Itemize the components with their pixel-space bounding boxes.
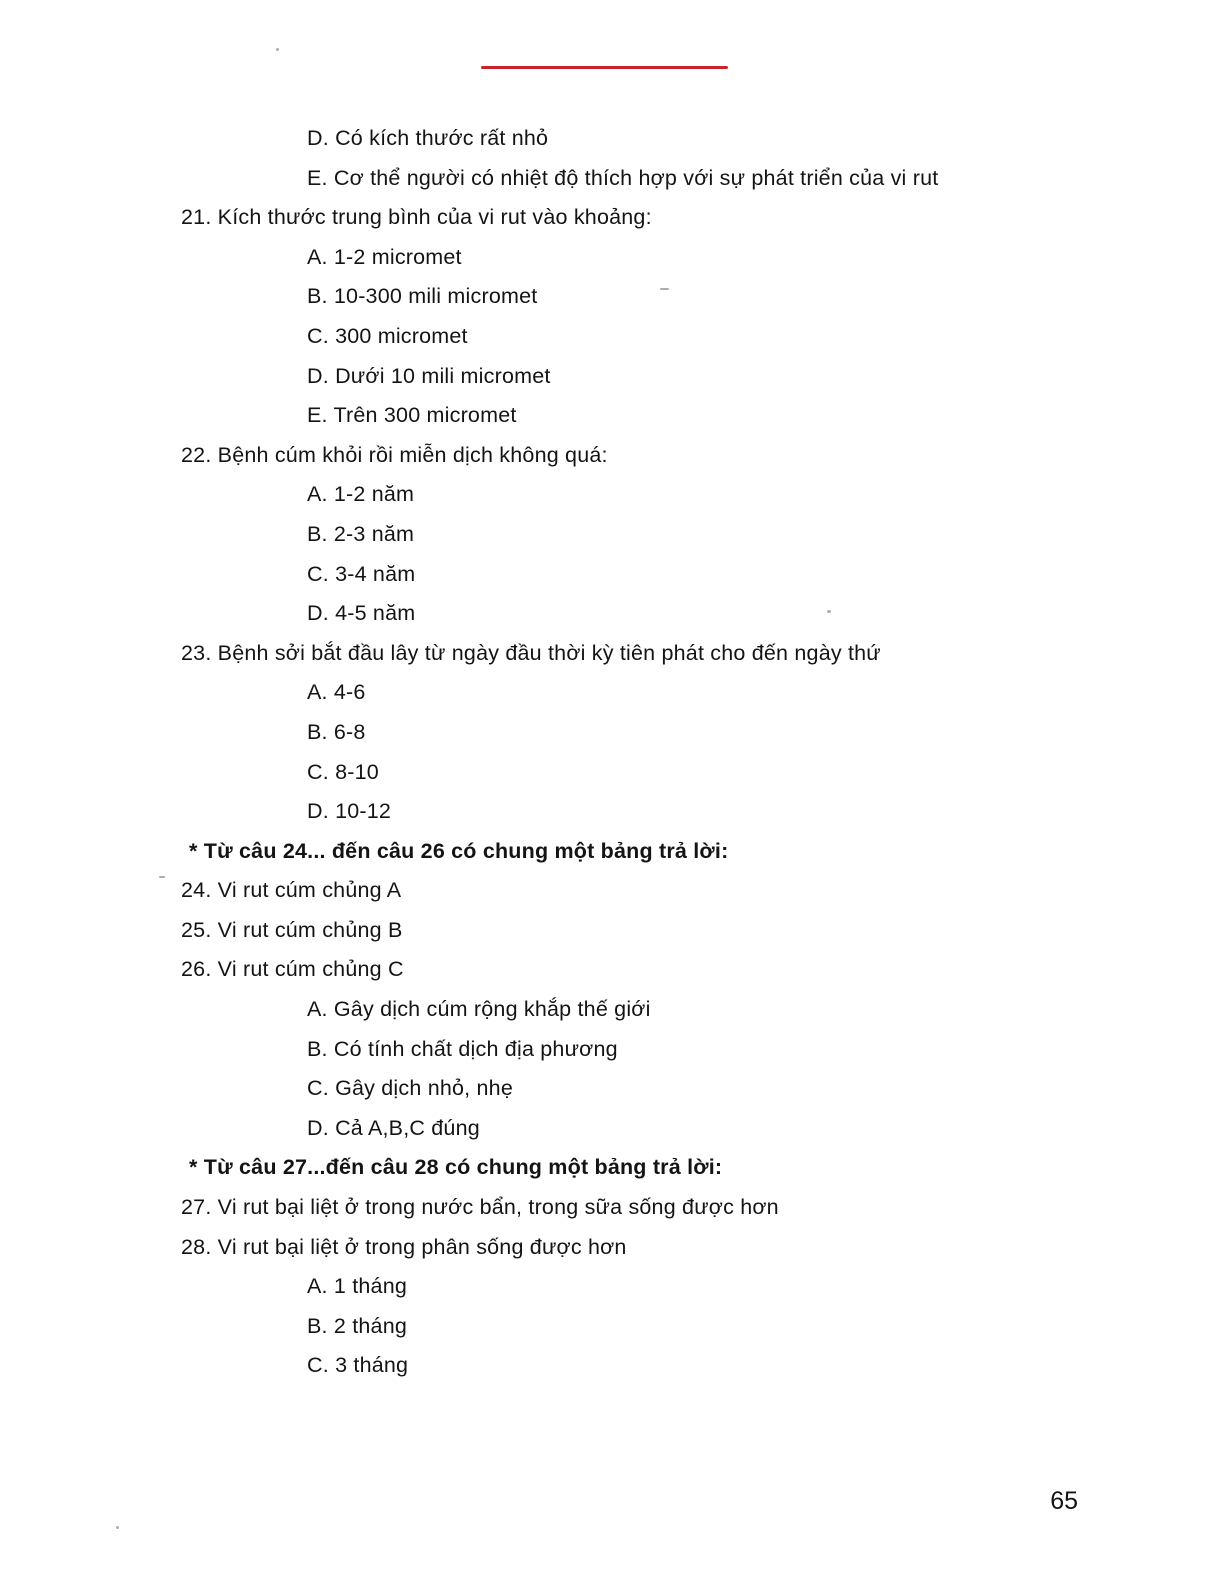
answer-option-line: D. Cả A,B,C đúng <box>307 1115 480 1140</box>
question-line: 24. Vi rut cúm chủng A <box>181 878 402 903</box>
answer-option-line: B. 2 tháng <box>307 1313 408 1338</box>
answer-option-line: B. Có tính chất dịch địa phương <box>307 1036 618 1061</box>
document-body <box>181 119 1170 1386</box>
question-line: 21. Kích thước trung bình của vi rut vào khoảng: <box>181 205 652 230</box>
answer-option-line: C. 300 micromet <box>307 323 468 348</box>
question-line: 25. Vi rut cúm chủng B <box>181 917 403 942</box>
question-line: 26. Vi rut cúm chủng C <box>181 957 404 982</box>
answer-option-line: E. Cơ thể người có nhiệt độ thích hợp với sự phát triển của vi rut <box>307 165 939 190</box>
answer-option-line: D. 4-5 năm <box>307 601 416 626</box>
answer-option-line: C. 3 tháng <box>307 1353 409 1378</box>
answer-option-line: C. 8-10 <box>307 759 379 784</box>
answer-option-line: A. 1-2 micromet <box>307 244 462 269</box>
answer-option-line: B. 6-8 <box>307 719 366 744</box>
question-line: 27. Vi rut bại liệt ở trong nước bẩn, trong sữa sống được hơn <box>181 1195 779 1220</box>
section-header-line: * Từ câu 24... đến câu 26 có chung một bảng trả lời: <box>189 838 729 863</box>
answer-option-line: D. Có kích thước rất nhỏ <box>307 126 549 150</box>
answer-option-line: B. 10-300 mili micromet <box>307 284 538 309</box>
question-line: 28. Vi rut bại liệt ở trong phân sống được hơn <box>181 1234 627 1259</box>
answer-option-line: A. 1-2 năm <box>307 482 415 507</box>
answer-option-line: C. 3-4 năm <box>307 561 416 586</box>
question-line: 22. Bệnh cúm khỏi rồi miễn dịch không quá: <box>181 442 608 467</box>
scan-speck <box>276 48 279 51</box>
answer-option-line: A. 1 tháng <box>307 1274 408 1299</box>
scan-speck <box>116 1526 119 1529</box>
section-header-line: * Từ câu 27...đến câu 28 có chung một bảng trả lời: <box>189 1155 723 1180</box>
answer-option-line: B. 2-3 năm <box>307 521 415 546</box>
red-divider-line <box>481 66 728 69</box>
page-number: 65 <box>1050 1487 1078 1515</box>
answer-option-line: C. Gây dịch nhỏ, nhẹ <box>307 1076 513 1101</box>
question-line: 23. Bệnh sởi bắt đầu lây từ ngày đầu thời kỳ tiên phát cho đến ngày thứ <box>181 640 881 665</box>
answer-option-line: D. Dưới 10 mili micromet <box>307 363 551 388</box>
answer-option-line: A. Gây dịch cúm rộng khắp thế giới <box>307 997 651 1022</box>
answer-option-line: D. 10-12 <box>307 799 392 824</box>
scan-speck <box>159 876 165 878</box>
answer-option-line: E. Trên 300 micromet <box>307 403 517 428</box>
answer-option-line: A. 4-6 <box>307 680 366 705</box>
